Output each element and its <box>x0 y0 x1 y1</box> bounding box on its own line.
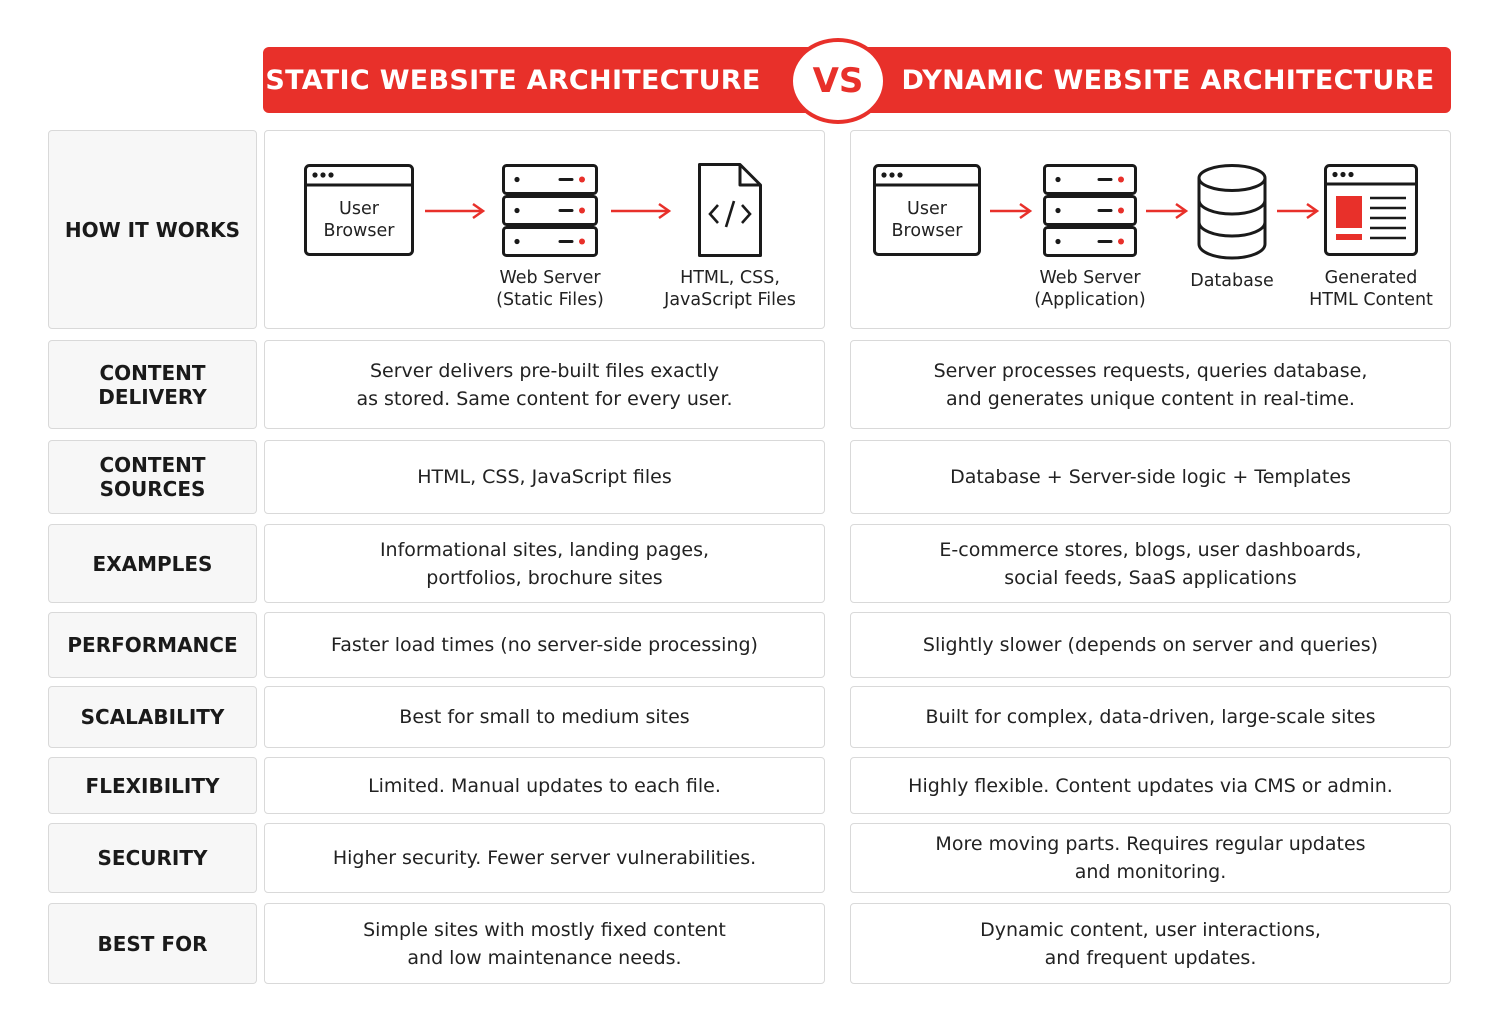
dynamic-flexibility: Highly flexible. Content updates via CMS or admin. <box>850 757 1451 814</box>
arrow-right-icon <box>423 201 487 225</box>
dynamic-best-for: Dynamic content, user interactions, and frequent updates. <box>850 903 1451 984</box>
row-label-best-for <box>48 903 257 984</box>
row-label-text: CONTENT SOURCES <box>99 453 206 501</box>
static-server-label: Web Server (Static Files) <box>496 268 604 310</box>
dynamic-server-label: Web Server (Application) <box>1034 268 1146 310</box>
row-label-text: HOW IT WORKS <box>64 217 241 242</box>
arrow-right-icon <box>609 201 673 225</box>
row-label-text: CONTENT DELIVERY <box>98 360 207 409</box>
row-label-text: FLEXIBILITY <box>85 773 220 798</box>
static-files-label: HTML, CSS, JavaScript Files <box>664 268 796 310</box>
dynamic-content-delivery: Server processes requests, queries database, and generates unique content in real-time. <box>850 340 1451 429</box>
dynamic-performance: Slightly slower (depends on server and queries) <box>850 612 1451 678</box>
row-label-security <box>48 823 257 893</box>
dynamic-content-sources: Database + Server-side logic + Templates <box>850 440 1451 514</box>
code-file-icon <box>698 163 762 261</box>
static-examples: Informational sites, landing pages, portfolios, brochure sites <box>264 524 825 603</box>
vs-label: VS <box>812 61 864 101</box>
generated-page-icon <box>1324 164 1418 260</box>
database-icon <box>1197 164 1267 264</box>
row-label-examples <box>48 524 257 603</box>
row-label-text: SCALABILITY <box>80 705 225 729</box>
row-label-flexibility <box>48 757 257 814</box>
dynamic-how-it-works-diagram <box>850 130 1451 329</box>
row-label-scalability <box>48 686 257 748</box>
dynamic-browser-label: User Browser <box>891 199 963 241</box>
server-stack-icon <box>502 164 598 262</box>
row-label-text: BEST FOR <box>97 931 208 956</box>
static-best-for: Simple sites with mostly fixed content and low maintenance needs. <box>264 903 825 984</box>
row-label-content-delivery <box>48 340 257 429</box>
dynamic-scalability: Built for complex, data-driven, large-scale sites <box>850 686 1451 748</box>
static-security: Higher security. Fewer server vulnerabilities. <box>264 823 825 893</box>
row-label-performance <box>48 612 257 678</box>
static-content-sources: HTML, CSS, JavaScript files <box>264 440 825 514</box>
dynamic-database-label: Database <box>1190 271 1274 291</box>
dynamic-architecture-banner <box>855 47 1451 113</box>
static-how-it-works-diagram <box>264 130 825 329</box>
static-browser-label: User Browser <box>323 199 395 241</box>
static-flexibility: Limited. Manual updates to each file. <box>264 757 825 814</box>
static-performance: Faster load times (no server-side processing) <box>264 612 825 678</box>
static-content-delivery: Server delivers pre-built files exactly as stored. Same content for every user. <box>264 340 825 429</box>
dynamic-architecture-title: DYNAMIC WEBSITE ARCHITECTURE <box>901 64 1435 96</box>
row-label-text: PERFORMANCE <box>67 633 238 657</box>
static-scalability: Best for small to medium sites <box>264 686 825 748</box>
server-stack-icon <box>1043 164 1137 262</box>
static-architecture-banner <box>263 47 823 113</box>
row-label-text: SECURITY <box>97 846 208 870</box>
static-architecture-title: STATIC WEBSITE ARCHITECTURE <box>265 64 761 96</box>
arrow-right-icon <box>1275 201 1321 225</box>
dynamic-security: More moving parts. Requires regular updates and monitoring. <box>850 823 1451 893</box>
dynamic-examples: E-commerce stores, blogs, user dashboards, social feeds, SaaS applications <box>850 524 1451 603</box>
dynamic-generated-label: Generated HTML Content <box>1309 268 1433 310</box>
row-label-text: EXAMPLES <box>92 551 213 576</box>
row-label-how-it-works <box>48 130 257 329</box>
arrow-right-icon <box>988 201 1034 225</box>
row-label-content-sources <box>48 440 257 514</box>
vs-badge <box>789 38 887 124</box>
arrow-right-icon <box>1144 201 1190 225</box>
